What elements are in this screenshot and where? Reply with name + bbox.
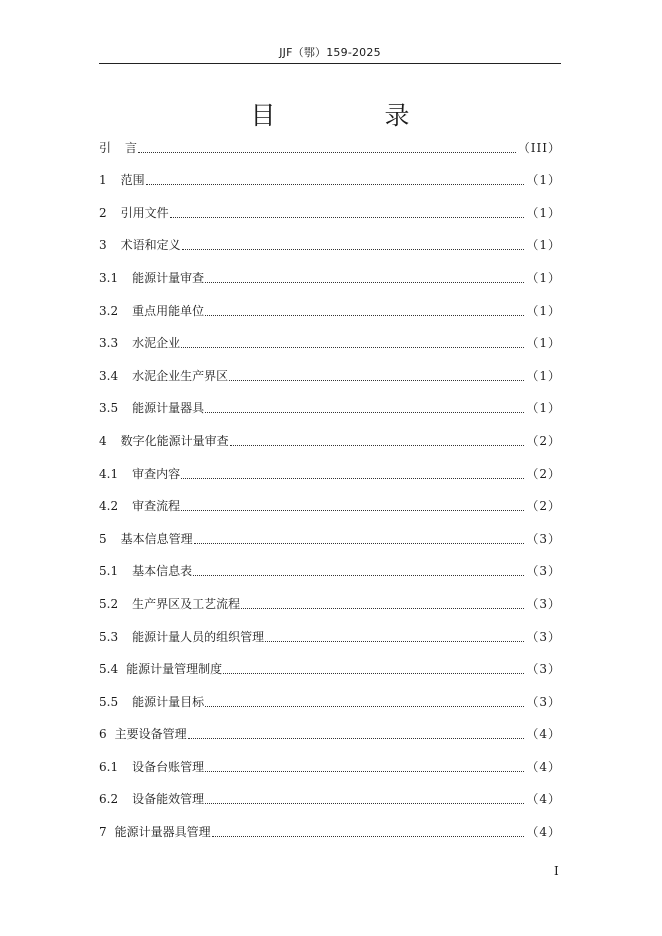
toc-entry-label: 审查内容 xyxy=(132,466,181,481)
toc-entry[interactable] xyxy=(99,615,561,648)
toc-entry-page: （4） xyxy=(526,825,561,840)
toc-entry-number: 4 xyxy=(99,433,107,448)
toc-entry-page: （3） xyxy=(526,694,561,709)
toc-entry[interactable] xyxy=(99,680,561,713)
toc-entry-page: （III） xyxy=(517,140,561,155)
toc-dot-leader xyxy=(138,152,516,153)
toc-entry-number: 3 xyxy=(99,238,107,253)
toc-dot-leader xyxy=(146,184,525,185)
toc-entry-label: 审查流程 xyxy=(132,499,181,514)
toc-entry[interactable] xyxy=(99,354,561,387)
toc-dot-leader xyxy=(229,380,524,381)
toc-dot-leader xyxy=(188,738,525,739)
toc-entry-page: （3） xyxy=(526,629,561,644)
toc-entry-page: （4） xyxy=(526,759,561,774)
toc-dot-leader xyxy=(182,249,525,250)
toc-entry-label: 数字化能源计量审查 xyxy=(120,433,229,448)
toc-entry-label: 能源计量器具管理 xyxy=(114,825,211,840)
toc-entry-page: （3） xyxy=(526,662,561,677)
toc-dot-leader xyxy=(181,347,524,348)
toc-entry-page: （4） xyxy=(526,792,561,807)
toc-entry-page: （2） xyxy=(526,466,561,481)
toc-dot-leader xyxy=(205,412,524,413)
toc-entry[interactable] xyxy=(99,126,561,159)
toc-entry-number: 6.1 xyxy=(99,759,119,774)
toc-entry[interactable] xyxy=(99,713,561,746)
toc-entry-number: 3.4 xyxy=(99,368,119,383)
toc-entry-page: （3） xyxy=(526,596,561,611)
toc-entry-number: 5.1 xyxy=(99,564,119,579)
toc-entry[interactable] xyxy=(99,550,561,583)
toc-entry[interactable] xyxy=(99,778,561,811)
toc-entry-number: 引 xyxy=(99,140,112,155)
toc-dot-leader xyxy=(223,673,524,674)
toc-dot-leader xyxy=(212,836,525,837)
toc-entry-label: 言 xyxy=(125,140,138,155)
toc-entry-number: 5.5 xyxy=(99,694,119,709)
toc-entry-number: 4.1 xyxy=(99,466,119,481)
toc-dot-leader xyxy=(170,217,525,218)
toc-entry-number: 6.2 xyxy=(99,792,119,807)
toc-entry-label: 设备能效管理 xyxy=(132,792,205,807)
toc-dot-leader xyxy=(181,510,524,511)
toc-entry[interactable] xyxy=(99,745,561,778)
page-number: I xyxy=(554,864,559,878)
toc-entry-number: 2 xyxy=(99,205,107,220)
toc-dot-leader xyxy=(265,641,524,642)
toc-entry-label: 主要设备管理 xyxy=(114,727,187,742)
toc-entry[interactable] xyxy=(99,517,561,550)
toc-dot-leader xyxy=(205,706,524,707)
document-code-header: JJF（鄂）159-2025 xyxy=(279,46,381,59)
toc-entry[interactable] xyxy=(99,485,561,518)
toc-entry-label: 能源计量目标 xyxy=(132,694,205,709)
toc-entry-number: 7 xyxy=(99,825,107,840)
toc-entry-page: （2） xyxy=(526,499,561,514)
toc-entry[interactable] xyxy=(99,289,561,322)
toc-entry-number: 4.2 xyxy=(99,499,119,514)
toc-entry[interactable] xyxy=(99,582,561,615)
toc-entry[interactable] xyxy=(99,387,561,420)
toc-entry-label: 生产界区及工艺流程 xyxy=(132,596,241,611)
toc-entry-label: 设备台账管理 xyxy=(132,759,205,774)
toc-entry-page: （1） xyxy=(526,205,561,220)
toc-dot-leader xyxy=(205,315,524,316)
toc-dot-leader xyxy=(181,478,524,479)
toc-entry-page: （1） xyxy=(526,336,561,351)
toc-entry-number: 1 xyxy=(99,173,107,188)
toc-entry-label: 能源计量器具 xyxy=(132,401,205,416)
toc-title: 目 录 xyxy=(250,100,452,130)
toc-entry-number: 3.2 xyxy=(99,303,119,318)
toc-entry[interactable] xyxy=(99,810,561,843)
toc-entry-label: 能源计量人员的组织管理 xyxy=(132,629,265,644)
toc-entry-page: （4） xyxy=(526,727,561,742)
toc-entry-number: 5.2 xyxy=(99,596,119,611)
toc-entry-label: 引用文件 xyxy=(120,205,169,220)
toc-entry-label: 能源计量审查 xyxy=(132,270,205,285)
toc-entry-label: 基本信息表 xyxy=(132,564,193,579)
toc-entry-number: 3.1 xyxy=(99,270,119,285)
toc-entry-number: 3.5 xyxy=(99,401,119,416)
toc-entry[interactable] xyxy=(99,322,561,355)
toc-dot-leader xyxy=(205,803,524,804)
toc-entry[interactable] xyxy=(99,224,561,257)
toc-entry-number: 3.3 xyxy=(99,336,119,351)
toc-entry[interactable] xyxy=(99,419,561,452)
toc-entry-number: 5.4 xyxy=(99,662,119,677)
toc-dot-leader xyxy=(205,282,524,283)
toc-entry[interactable] xyxy=(99,648,561,681)
toc-entry[interactable] xyxy=(99,159,561,192)
toc-dot-leader xyxy=(241,608,524,609)
toc-entry-page: （1） xyxy=(526,173,561,188)
toc-entry-page: （1） xyxy=(526,368,561,383)
table-of-contents xyxy=(99,126,561,843)
toc-entry-number: 5 xyxy=(99,531,107,546)
toc-entry-label: 水泥企业生产界区 xyxy=(132,368,229,383)
toc-entry-label: 基本信息管理 xyxy=(120,531,193,546)
toc-entry-page: （1） xyxy=(526,303,561,318)
toc-entry-label: 能源计量管理制度 xyxy=(126,662,223,677)
toc-entry[interactable] xyxy=(99,256,561,289)
toc-entry-label: 范围 xyxy=(120,173,145,188)
toc-entry-number: 6 xyxy=(99,727,107,742)
toc-entry[interactable] xyxy=(99,191,561,224)
toc-entry-label: 重点用能单位 xyxy=(132,303,205,318)
toc-entry-page: （2） xyxy=(526,433,561,448)
toc-dot-leader xyxy=(194,543,525,544)
toc-entry-label: 术语和定义 xyxy=(120,238,181,253)
toc-entry-page: （1） xyxy=(526,270,561,285)
toc-entry-number: 5.3 xyxy=(99,629,119,644)
toc-entry-page: （3） xyxy=(526,564,561,579)
header-divider xyxy=(99,63,561,64)
toc-entry-page: （1） xyxy=(526,238,561,253)
toc-dot-leader xyxy=(193,575,524,576)
toc-entry-page: （1） xyxy=(526,401,561,416)
toc-entry-label: 水泥企业 xyxy=(132,336,181,351)
toc-dot-leader xyxy=(230,445,525,446)
toc-entry-page: （3） xyxy=(526,531,561,546)
toc-entry[interactable] xyxy=(99,452,561,485)
toc-dot-leader xyxy=(205,771,524,772)
